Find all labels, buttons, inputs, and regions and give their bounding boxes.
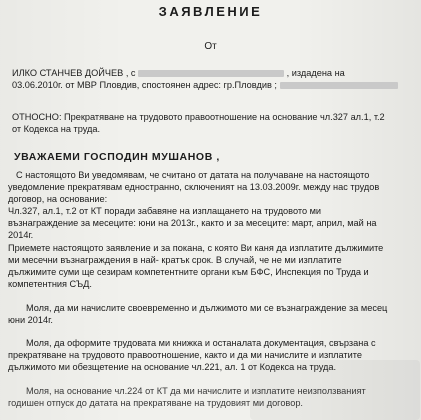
from-label: От [204, 41, 217, 52]
body-line: дължимото ми обезщетение на основание чл.221, ал. 1 от Кодекса на труда. [8, 362, 337, 372]
body-line: възнаграждение за месеците: юни на 2013г., както и за месеците: март, април, май на [8, 218, 377, 228]
body-line: Моля, да оформите трудовата ми книжка и останалата документация, свързана с [26, 338, 376, 348]
subject-line-2: от Кодекса на труда. [12, 124, 101, 134]
body-line: годишен отпуск до датата на прекратяване на трудовият ми договор. [8, 398, 303, 408]
body-line: Моля, на основание чл.224 от КТ да ми начислите и изплатите неизползваният [26, 386, 366, 396]
applicant-id-issued: , издадена на [286, 68, 345, 78]
document-title: ЗАЯВЛЕНИЕ [158, 4, 263, 19]
body-line: 2014г. [8, 230, 34, 240]
body-line: прекратяване на трудовото правоотношение, както и да ми начислите и изплатите [8, 350, 362, 360]
body-line: Чл.327, ал.1, т.2 от КТ поради забавяне на изплащането на трудовото ми [8, 206, 322, 216]
body-line: дължимите суми ще сезирам компетентните органи към БФС, Инспекция по Труда и [8, 267, 369, 277]
applicant-name: ИЛКО СТАНЧЕВ ДОЙЧЕВ , с [12, 68, 136, 78]
body-line: ми месечни възнаграждения в най- кратък срок. В случай, че не ми изплатите [8, 255, 342, 265]
redacted-address [280, 82, 398, 89]
body-line: договор, на основание: [8, 194, 108, 204]
body-line: юни 2014г. [8, 315, 53, 325]
redacted-id [138, 70, 284, 77]
body-line: Моля, да ми начислите своевременно и дължимото ми се възнаграждение за месец [26, 303, 388, 313]
body-line: Приемете настоящото заявление и за покана, с която Ви каня да изплатите дължимите [8, 243, 384, 253]
applicant-line-1 [12, 68, 345, 79]
subject-line-1: ОТНОСНО: Прекратяване на трудовото правоотношение на основание чл.327 ал.1, т.2 [12, 112, 385, 122]
body-line: уведомление прекратявам едностранно, сключеният на 13.03.2009г. между нас трудов [8, 182, 380, 192]
body-line: С настоящото Ви уведомявам, че считано от датата на получаване на настоящото [16, 170, 370, 180]
applicant-line-2 [12, 80, 398, 91]
greeting: УВАЖАЕМИ ГОСПОДИН МУШАНОВ , [14, 151, 220, 163]
body-line: компетентния СЪД. [8, 279, 92, 289]
applicant-address: 03.06.2010г. от МВР Пловдив, спостоянен адрес: гр.Пловдив ; [12, 80, 277, 90]
